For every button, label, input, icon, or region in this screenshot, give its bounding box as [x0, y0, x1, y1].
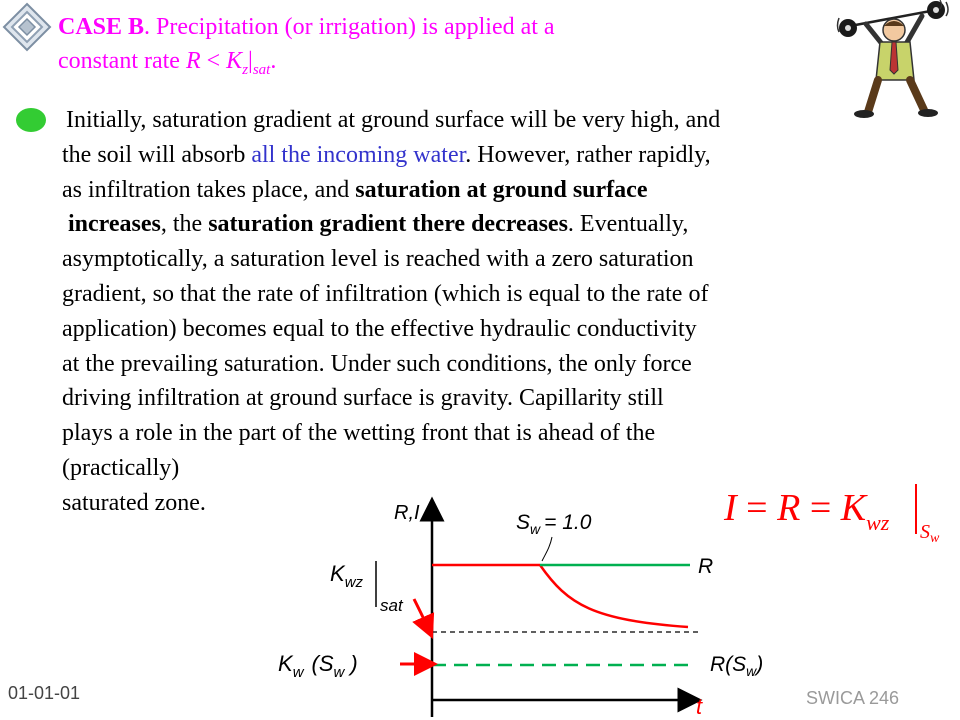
formula-text: $I = R = K_{wz}$	[724, 487, 890, 535]
bold-phrase-3: saturation gradient there decreases	[208, 211, 568, 238]
kwz-sat-label: $K_{wz}$	[330, 561, 364, 591]
y-axis-label: R,I	[394, 502, 420, 524]
body-line-4b: . Eventually,	[567, 211, 689, 238]
rsw-label: $R(S_w)$	[710, 653, 764, 679]
sw-pointer	[542, 537, 552, 561]
body-line-1: Initially, saturation gradient at ground surface will be very high, and	[66, 107, 721, 133]
title-var-r: R	[185, 48, 201, 74]
body-line-3a: as infiltration takes place, and	[62, 176, 356, 203]
title-prefix: constant rate	[58, 48, 186, 74]
body-line-5: asymptotically, a saturation level is reached with a zero saturation	[62, 246, 694, 273]
body-line-11: (practically)	[62, 454, 180, 481]
title-line-2	[58, 44, 758, 87]
body-line-2a: the soil will absorb	[62, 141, 252, 168]
green-bullet-icon	[15, 107, 47, 133]
title-lt: <	[200, 48, 227, 74]
diamond-logo-icon	[2, 2, 52, 52]
title-var-k: K	[226, 48, 243, 74]
body-line-3	[62, 173, 942, 208]
body-line-7: application) becomes equal to the effective hydraulic conductivity	[62, 315, 697, 342]
body-line-4	[62, 207, 942, 242]
infiltration-formula	[720, 478, 956, 542]
bold-phrase-1: saturation at ground surface	[355, 176, 648, 203]
body-line-4a: , the	[160, 211, 209, 238]
body-line-12: saturated zone.	[62, 489, 206, 516]
slide-title	[58, 10, 758, 87]
title-sub-sat: sat	[252, 61, 271, 78]
sw-annotation: $S_w = 1.0$	[516, 511, 592, 537]
red-decay-curve	[540, 565, 688, 627]
body-line-6: gradient, so that the rate of infiltration (which is equal to the rate of	[62, 280, 709, 307]
title-period: .	[270, 48, 277, 74]
body-paragraph	[62, 103, 942, 521]
x-axis-label: t	[696, 694, 703, 719]
r-label: R	[698, 555, 714, 578]
kwz-sat-subscript: sat	[380, 596, 403, 615]
footer-date: 01-01-01	[8, 683, 81, 703]
title-sub-z: z	[242, 61, 249, 78]
footer-page-number: SWICA 246	[806, 688, 900, 708]
body-line-10: plays a role in the part of the wetting front that is ahead of the	[62, 420, 656, 447]
title-line-1: . Precipitation (or irrigation) is applied at a	[144, 14, 555, 40]
body-line-9: driving infiltration at ground surface is gravity. Capillarity still	[62, 385, 664, 412]
case-label: CASE B	[58, 14, 145, 40]
body-line-2	[62, 138, 942, 173]
highlight-text: all the incoming water	[251, 141, 466, 168]
kw-sw-label: $K_w$ ($S_w$ )	[278, 651, 358, 681]
title-bar: |	[248, 48, 253, 74]
bold-phrase-2: increases	[68, 211, 161, 238]
body-line-8: at the prevailing saturation. Under such conditions, the only force	[62, 350, 692, 377]
body-line-2b: . However, rather rapidly,	[465, 141, 711, 168]
kwz-red-arrow	[414, 599, 428, 628]
formula-sub-sw: $S_w$	[920, 521, 940, 542]
